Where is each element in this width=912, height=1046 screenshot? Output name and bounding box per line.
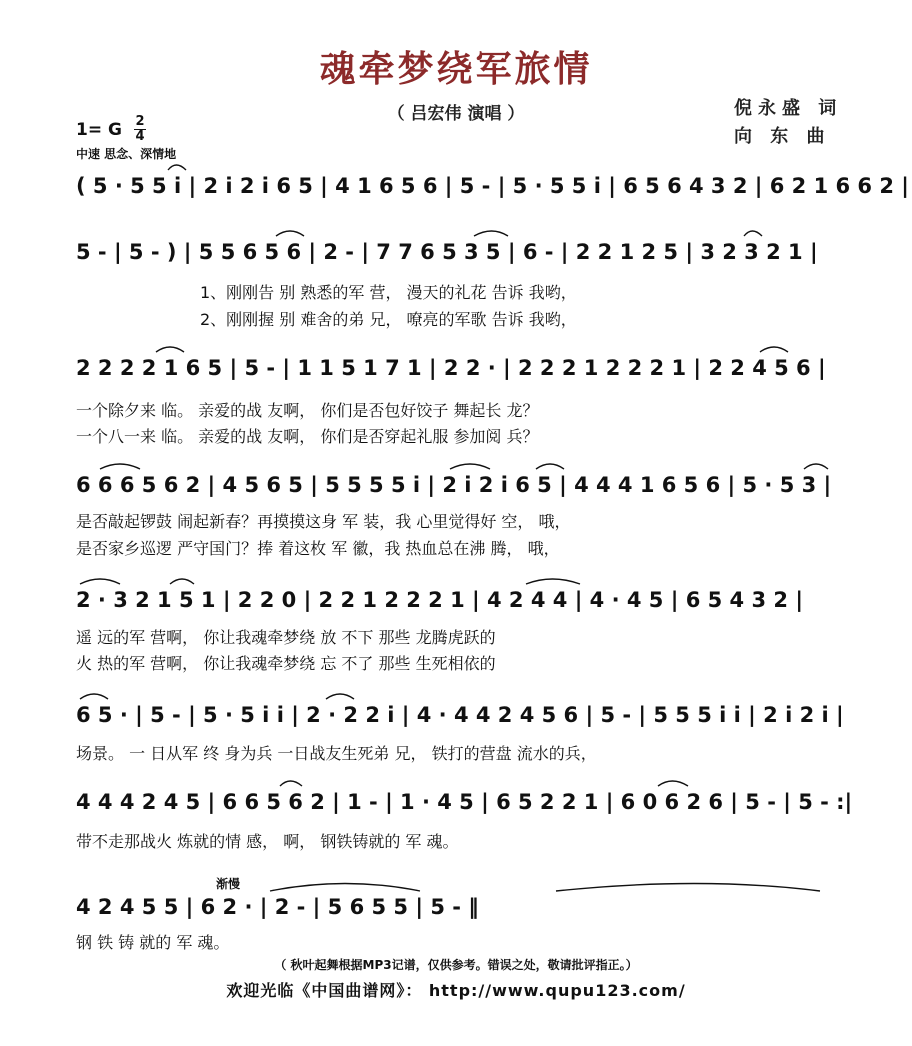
notation-row	[0, 897, 912, 927]
notation-measures: 6 6 6 5 6 2 | 4 5 6 5 | 5 5 5 5 i | 2 i 2 i 6 5 | 4 4 4 1 6 5 6 | 5 · 5 3 |	[76, 473, 832, 497]
notation-row	[0, 475, 912, 505]
singer-line: （ 吕宏伟 演唱 ）	[387, 104, 525, 124]
notation-measures: 4 2 4 5 5 | 6 2 · | 2 - | 5 6 5 5 | 5 - ‖	[76, 895, 479, 919]
time-signature	[134, 115, 146, 143]
lyric-text: 场景。 一 日从军 终 身为兵 一日战友生死弟 兄， 铁打的营盘 流水的兵，	[76, 744, 597, 763]
lyric-line	[0, 429, 912, 451]
lyric-line	[0, 541, 912, 563]
ritardando-marking: 渐慢	[216, 877, 241, 891]
lyric-line	[0, 403, 912, 425]
lyric-text: 1、刚刚告 别 熟悉的军 营， 漫天的礼花 告诉 我哟，	[200, 283, 577, 302]
notation-measures: 2 2 2 2 1 6 5 | 5 - | 1 1 5 1 7 1 | 2 2 · | 2 2 2 1 2 2 2 1 | 2 2 4 5 6 |	[76, 356, 826, 380]
lyric-text: 是否家乡巡逻 严守国门？捧 着这枚 军 徽，我 热血总在沸 腾， 哦，	[76, 539, 560, 558]
song-title: 魂牵梦绕军旅情	[319, 49, 593, 90]
lyricist-credit: 倪永盛 词	[734, 98, 843, 119]
transcription-note: （ 秋叶起舞根据MP3记谱，仅供参考。错误之处，敬请批评指正。）	[274, 958, 638, 972]
notation-row	[0, 176, 912, 206]
lyric-text: 一个八一来 临。 亲爱的战 友啊， 你们是否穿起礼服 参加阅 兵？	[76, 427, 539, 446]
lyric-text: 2、刚刚握 别 难舍的弟 兄， 嘹亮的军歌 告诉 我哟，	[200, 310, 577, 329]
lyric-text: 一个除夕来 临。 亲爱的战 友啊， 你们是否包好饺子 舞起长 龙？	[76, 401, 539, 420]
lyric-text: 钢 铁 铸 就的 军 魂。	[76, 933, 230, 952]
site-footer: 欢迎光临《中国曲谱网》： http://www.qupu123.com/	[226, 981, 686, 1000]
notation-row	[0, 358, 912, 388]
time-signature-bottom: 4	[135, 129, 145, 144]
notation-measures: 4 4 4 2 4 5 | 6 6 5 6 2 | 1 - | 1 · 4 5 | 6 5 2 2 1 | 6 0 6 2 6 | 5 - | 5 - :|	[76, 790, 853, 814]
lyric-text: 是否敲起锣鼓 闹起新春？再摸摸这身 军 装，我 心里觉得好 空， 哦，	[76, 512, 571, 531]
lyric-line	[0, 656, 912, 678]
composer-credit: 向 东 曲	[734, 126, 831, 147]
notation-measures: 6 5 · | 5 - | 5 · 5 i i | 2 · 2 2 i | 4 · 4 4 2 4 5 6 | 5 - | 5 5 5 i i | 2 i 2 i |	[76, 703, 844, 727]
lyric-text: 火 热的军 营啊， 你让我魂牵梦绕 忘 不了 那些 生死相依的	[76, 654, 496, 673]
lyric-line	[0, 935, 912, 957]
key-signature: 1= G	[76, 120, 122, 140]
lyric-line	[0, 746, 912, 768]
notation-measures: 5 - | 5 - ) | 5 5 6 5 6 | 2 - | 7 7 6 5 3 5 | 6 - | 2 2 1 2 5 | 3 2 3 2 1 |	[76, 240, 818, 264]
notation-row	[0, 242, 912, 272]
notation-measures: 2 · 3 2 1 5 1 | 2 2 0 | 2 2 1 2 2 2 1 | 4 2 4 4 | 4 · 4 5 | 6 5 4 3 2 |	[76, 588, 803, 612]
notation-row	[0, 792, 912, 822]
lyric-text: 遥 远的军 营啊， 你让我魂牵梦绕 放 不下 那些 龙腾虎跃的	[76, 628, 496, 647]
notation-row	[0, 590, 912, 620]
lyric-text: 带不走那战火 炼就的情 感， 啊， 钢铁铸就的 军 魂。	[76, 832, 459, 851]
lyric-line	[0, 514, 912, 536]
notation-measures: ( 5 · 5 5 i | 2 i 2 i 6 5 | 4 1 6 5 6 | 5 - | 5 · 5 5 i | 6 5 6 4 3 2 | 6 2 1 6 6 2 |	[76, 174, 909, 198]
notation-row	[0, 705, 912, 735]
time-signature-top: 2	[135, 114, 145, 129]
lyric-line	[0, 834, 912, 856]
lyric-line	[0, 285, 912, 307]
lyric-line	[0, 630, 912, 652]
lyric-line	[0, 312, 912, 334]
tempo-marking: 中速 思念、深情地	[76, 147, 177, 161]
